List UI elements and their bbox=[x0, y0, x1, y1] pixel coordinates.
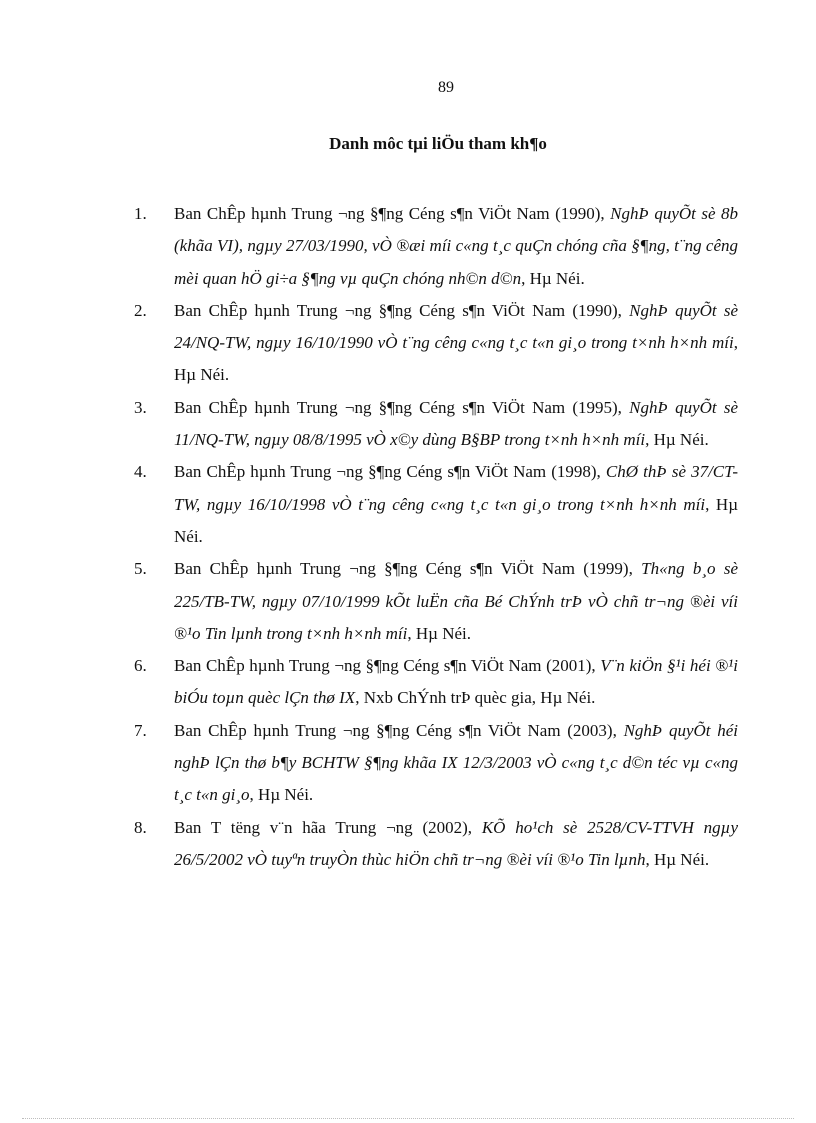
reference-text bbox=[174, 559, 738, 643]
reference-publisher: , Nxb ChÝnh trÞ quèc gia, Hµ Néi. bbox=[355, 688, 596, 708]
reference-publisher: , Hµ Néi. bbox=[249, 785, 314, 805]
reference-number: 8. bbox=[134, 817, 147, 837]
reference-title: KÕ ho¹ch sè 2528/CV-TTVH ngµy 26/5/2002 vÒ tuyªn truyÒn thùc hiÖn chñ tr¬ng ®èi víi ®¹o Tin lµnh bbox=[174, 817, 738, 869]
list-item bbox=[134, 650, 738, 715]
reference-author: Ban ChÊp hµnh Trung ¬ng §¶ng Céng s¶n ViÖt Nam (1995), bbox=[174, 397, 630, 417]
reference-text bbox=[174, 462, 738, 546]
reference-text bbox=[174, 656, 738, 707]
page-number: 89 bbox=[438, 79, 454, 96]
list-item bbox=[134, 553, 738, 650]
reference-number: 5. bbox=[134, 559, 147, 579]
list-item bbox=[134, 295, 738, 392]
reference-author: Ban ChÊp hµnh Trung ¬ng §¶ng Céng s¶n ViÖt Nam (2003), bbox=[174, 720, 624, 740]
list-item bbox=[134, 812, 738, 877]
reference-number: 6. bbox=[134, 656, 147, 676]
reference-title: NghÞ quyÕt sè 8b (khãa VI), ngµy 27/03/1990, vÒ ®æi míi c«ng t¸c quÇn chóng cña §¶ng, t¨ng cêng mèi quan hÖ gi÷a §¶ng vµ quÇn chóng nh©n d©n bbox=[174, 204, 738, 288]
reference-text bbox=[174, 204, 738, 288]
reference-publisher: , Hµ Néi. bbox=[521, 268, 585, 288]
reference-title: V¨n kiÖn §¹i héi ®¹i biÓu toµn quèc lÇn thø IX bbox=[174, 656, 738, 708]
reference-text bbox=[174, 721, 738, 805]
reference-publisher: , Hµ Néi. bbox=[645, 849, 710, 869]
reference-author: Ban ChÊp hµnh Trung ¬ng §¶ng Céng s¶n ViÖt Nam (2001), bbox=[174, 656, 601, 676]
reference-title: NghÞ quyÕt sè 24/NQ-TW, ngµy 16/10/1990 vÒ t¨ng cêng c«ng t¸c t«n gi¸o trong t×nh h×nh míi bbox=[174, 300, 738, 353]
list-item bbox=[134, 715, 738, 812]
reference-title: NghÞ quyÕt sè 11/NQ-TW, ngµy 08/8/1995 vÒ x©y dùng B§BP trong t×nh h×nh míi bbox=[174, 397, 738, 450]
list-item bbox=[134, 392, 738, 457]
reference-number: 2. bbox=[134, 300, 147, 320]
reference-author: Ban ChÊp hµnh Trung ¬ng §¶ng Céng s¶n ViÖt Nam (1998), bbox=[174, 462, 606, 482]
reference-number: 3. bbox=[134, 397, 147, 417]
list-item bbox=[134, 198, 738, 295]
list-item bbox=[134, 456, 738, 553]
reference-publisher: , Hµ Néi. bbox=[174, 494, 738, 546]
reference-text bbox=[174, 818, 738, 869]
reference-author: Ban ChÊp hµnh Trung ¬ng §¶ng Céng s¶n ViÖt Nam (1990), bbox=[174, 204, 611, 223]
reference-number: 4. bbox=[134, 462, 147, 482]
reference-publisher: , Hµ Néi. bbox=[174, 333, 738, 385]
reference-title: NghÞ quyÕt héi nghÞ lÇn thø b¶y BCHTW §¶ng khãa IX 12/3/2003 vÒ c«ng t¸c d©n téc vµ c«ng t¸c t«n gi¸o bbox=[174, 720, 739, 805]
reference-number: 1. bbox=[134, 204, 147, 223]
reference-publisher: , Hµ Néi. bbox=[407, 623, 471, 643]
reference-list bbox=[134, 198, 738, 876]
reference-title: Th«ng b¸o sè 225/TB-TW, ngµy 07/10/1999 kÕt luËn cña Bé ChÝnh trÞ vÒ chñ tr¬ng ®èi víi ®¹o Tin lµnh trong t×nh h×nh míi bbox=[174, 559, 739, 643]
reference-author: Ban ChÊp hµnh Trung ¬ng §¶ng Céng s¶n ViÖt Nam (1990), bbox=[174, 300, 630, 320]
reference-publisher: , Hµ Néi. bbox=[645, 430, 709, 450]
reference-title: ChØ thÞ sè 37/CT-TW, ngµy 16/10/1998 vÒ t¨ng cêng c«ng t¸c t«n gi¸o trong t×nh h×nh míi bbox=[174, 462, 738, 514]
reference-number: 7. bbox=[134, 720, 147, 740]
page-title: Danh môc tµi liÖu tham kh¶o bbox=[329, 134, 547, 153]
reference-text bbox=[174, 301, 738, 385]
reference-text bbox=[174, 398, 738, 449]
reference-author: Ban ChÊp hµnh Trung ¬ng §¶ng Céng s¶n ViÖt Nam (1999), bbox=[174, 559, 642, 579]
reference-author: Ban T tëng v¨n hãa Trung ¬ng (2002), bbox=[174, 817, 482, 837]
page-bottom-divider bbox=[22, 1118, 794, 1119]
